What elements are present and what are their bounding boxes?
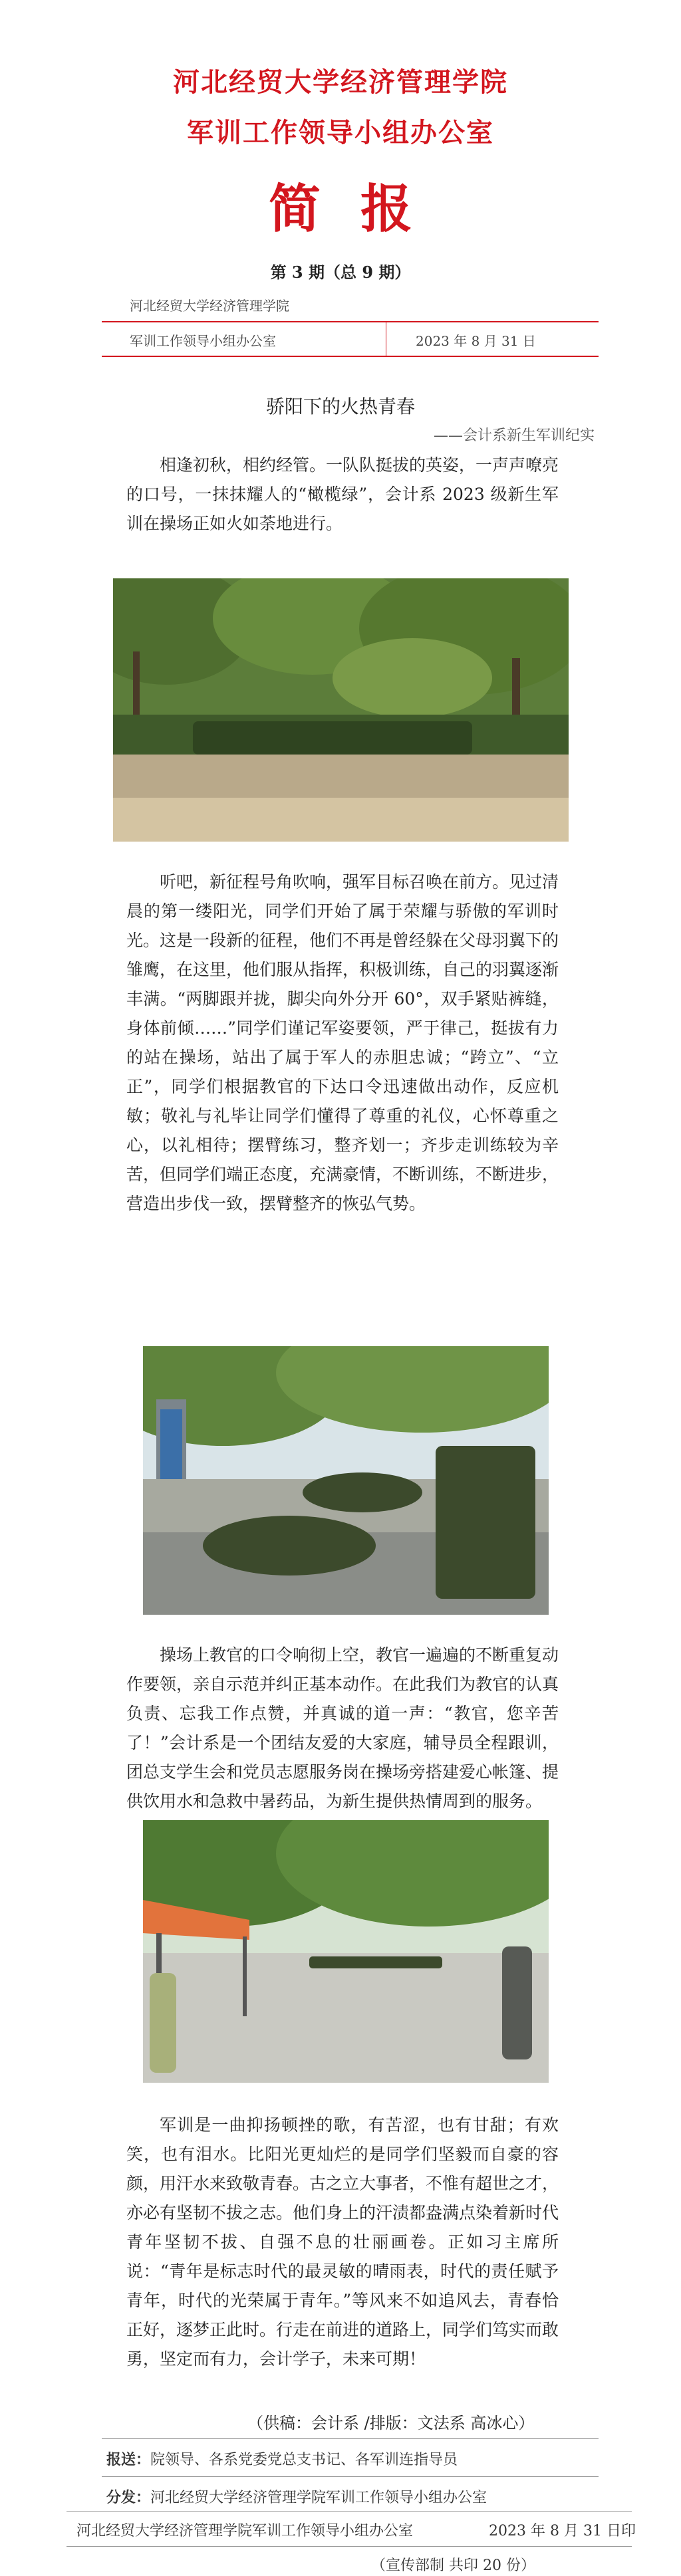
- distribute-to-value: 河北经贸大学经济管理学院军训工作领导小组办公室: [150, 2490, 487, 2506]
- header-divider-bottom: [102, 356, 599, 357]
- article-title: 骄阳下的火热青春: [265, 396, 415, 417]
- photo-marching-formation: [113, 578, 569, 842]
- doc-type-title: 简报: [268, 179, 452, 239]
- footer-divider-4: [67, 2546, 632, 2547]
- distribute-to-label: 分发：: [106, 2489, 151, 2506]
- photo-squat-training: [143, 1346, 549, 1615]
- article-subtitle: ——会计系新生军训纪实: [433, 427, 595, 444]
- print-date: 2023 年 8 月 31 日印: [489, 2523, 636, 2539]
- print-copies: （宣传部制 共印 20 份）: [371, 2557, 535, 2574]
- issue-number: 第 3 期（总 9 期）: [270, 263, 411, 282]
- footer-divider-2: [102, 2476, 599, 2477]
- issue-date: 2023 年 8 月 31 日: [416, 333, 536, 349]
- issuing-office: 军训工作领导小组办公室: [130, 333, 276, 349]
- footer-divider-3: [67, 2511, 632, 2512]
- header-divider-top: [102, 321, 599, 322]
- article-paragraph-2: 听吧，新征程号角吹响，强军目标召唤在前方。见过清晨的第一缕阳光，同学们开始了属于荣耀与骄傲的军训时光。这是一段新的征程，他们不再是曾经躲在父母羽翼下的雏鹰，在这里，他们服从指挥，积极训练，自己的羽翼逐渐丰满。“两脚跟并拢，脚尖向外分开 60°，双手紧贴裤缝，身体前倾……”同学们谨记军姿要领，严于律己，挺拔有力的站在操场，站出了属于军人的赤胆忠诚；“跨立”、“立正”，同学们根据教官的下达口令迅速做出动作，反应机敏；敬礼与礼毕让同学们懂得了尊重的礼仪，心怀尊重之心，以礼相待；摆臂练习，整齐划一；齐步走训练较为辛苦，但同学们端正态度，充满豪情，不断训练，不断进步，营造出步伐一致，摆臂整齐的恢弘气势。: [126, 872, 559, 1213]
- footer-divider-1: [102, 2438, 599, 2439]
- report-to-value: 院领导、各系党委党总支书记、各军训连指导员: [150, 2452, 458, 2468]
- photo-service-tent: [143, 1820, 549, 2083]
- report-to-label: 报送：: [106, 2451, 151, 2468]
- org-title-line1: 河北经贸大学经济管理学院: [173, 66, 508, 98]
- print-org: 河北经贸大学经济管理学院军训工作领导小组办公室: [76, 2523, 414, 2539]
- org-title-line2: 军训工作领导小组办公室: [187, 117, 494, 148]
- article-paragraph-4: 军训是一曲抑扬顿挫的歌，有苦涩，也有甘甜；有欢笑，也有泪水。比阳光更灿烂的是同学们坚毅而自豪的容颜，用汗水来致敬青春。古之立大事者，不惟有超世之才，亦必有坚韧不拔之志。他们身上的汗渍都盎满点染着新时代青年坚韧不拔、自强不息的壮丽画卷。正如习主席所说：“青年是标志时代的最灵敏的晴雨表，时代的责任赋予青年，时代的光荣属于青年。”等风来不如追风去，青春恰正好，逐梦正此时。行走在前进的道路上，同学们笃实而敢勇，坚定而有力，会计学子，未来可期！: [126, 2115, 559, 2369]
- issuing-unit: 河北经贸大学经济管理学院: [130, 298, 289, 314]
- distribute-to: [106, 2486, 487, 2507]
- report-to: [106, 2448, 458, 2469]
- article-paragraph-3: 操场上教官的口令响彻上空，教官一遍遍的不断重复动作要领，亲自示范并纠正基本动作。在此我们为教官的认真负责、忘我工作点赞，并真诚的道一声：“教官，您辛苦了！”会计系是一个团结友爱的大家庭，辅导员全程跟训，团总支学生会和党员志愿服务岗在操场旁搭建爱心帐篷、提供饮用水和急救中暑药品，为新生提供热情周到的服务。: [126, 1645, 559, 1811]
- article-paragraph-1: 相逢初秋，相约经管。一队队挺拔的英姿，一声声嘹亮的口号，一抹抹耀人的“橄榄绿”，会计系 2023 级新生军训在操场正如火如荼地进行。: [126, 455, 559, 533]
- article-credits: （供稿：会计系 /排版：文法系 高冰心）: [247, 2414, 535, 2432]
